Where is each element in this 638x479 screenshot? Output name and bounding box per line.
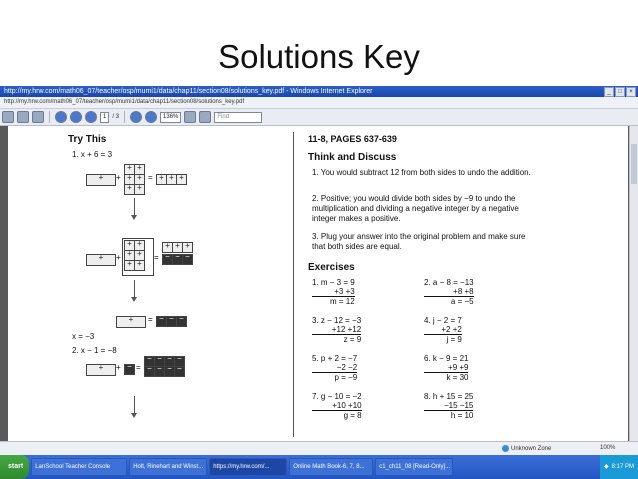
save-icon[interactable] [2,111,14,123]
taskbar-item-active[interactable]: https://my.hrw.com/... [209,458,287,476]
try-this-heading: Try This [68,134,107,145]
tray-icon[interactable]: ◆ [604,464,609,470]
down-arrow-icon [134,396,135,414]
column-divider [293,132,294,437]
down-arrow-icon [134,198,135,216]
x-tile [116,316,146,328]
zoom-select[interactable]: 136% [160,112,181,123]
unit-tile [134,184,145,195]
clock: 8:17 PM [611,464,634,470]
exercise-line: 5. p + 2 = −7 [312,354,358,363]
negative-tile [174,366,185,377]
status-zoom[interactable]: 100% [600,445,616,451]
zoom-in-icon[interactable] [145,111,157,123]
problem-2: 2. x − 1 = −8 [72,346,117,355]
fit-width-icon[interactable] [199,111,211,123]
exercise-1 [312,278,355,306]
plus-sign: + [116,173,121,182]
exercise-7 [312,392,362,420]
exercise-line: 3. z − 12 = −3 [312,316,362,325]
exercise-line: m = 12 [330,297,355,306]
taskbar-item[interactable]: Online Math Book-6, 7, 8... [289,458,373,476]
print-icon[interactable] [17,111,29,123]
close-button[interactable]: × [626,87,636,97]
toolbar-divider [49,111,50,123]
exercise-line: 6. k − 9 = 21 [424,354,469,363]
exercise-line: −15 −15 [424,401,473,411]
page-total: / 3 [112,114,120,120]
exercise-line: +12 +12 [312,325,361,335]
exercise-line: 4. j − 2 = 7 [424,316,462,325]
problem-1: 1. x + 6 = 3 [72,150,113,159]
slide-title: Solutions Key [218,38,420,75]
windows-taskbar [0,455,638,479]
next-page-icon[interactable] [85,111,97,123]
equals-sign: = [148,315,153,324]
unit-tile [176,174,187,185]
answer-1: 1. You would subtract 12 from both sides to undo the addition. [312,168,531,177]
exercise-line: z = 9 [343,335,362,344]
taskbar-item[interactable]: c1_ch11_08 [Read-Only]... [375,458,453,476]
window-titlebar [0,86,638,97]
exercise-line: 7. g − 10 = −2 [312,392,362,401]
equals-sign: = [136,363,141,372]
answer-2: 2. Positive; you would divide both sides by −9 to undo the multiplication and dividing a negative integer by a negative integer makes a positive. [312,194,519,223]
unit-tile [134,260,145,271]
search-icon[interactable] [55,111,67,123]
exercise-2 [424,278,474,306]
plus-sign: + [116,363,121,372]
exercise-4 [424,316,462,344]
exercise-line: 2. a − 8 = −13 [424,278,474,287]
exercise-line: g = 8 [343,411,362,420]
page-number-input[interactable]: 1 [100,112,109,123]
exercise-line: j = 9 [446,335,462,344]
exercise-line: +9 +9 [424,363,468,373]
down-arrow-icon [134,280,135,298]
minimize-button[interactable]: _ [604,87,614,97]
answer-3: 3. Plug your answer into the original problem and make sure that both sides are equal. [312,232,526,251]
exercise-line: −2 −2 [312,363,357,373]
scroll-thumb[interactable] [631,144,637,184]
email-icon[interactable] [32,111,44,123]
system-tray [600,455,638,479]
pdf-toolbar [0,109,638,126]
start-button[interactable]: start [0,455,29,479]
zoom-out-icon[interactable] [130,111,142,123]
exercise-line: 1. m − 3 = 9 [312,278,355,287]
exercise-line: +2 +2 [424,325,462,335]
exercise-line: k = 30 [446,373,469,382]
exercises-heading: Exercises [308,262,355,273]
think-discuss-heading: Think and Discuss [308,152,397,163]
exercise-line: h = 10 [450,411,474,420]
exercise-line: a = −5 [450,297,474,306]
address-bar[interactable] [0,97,638,109]
prev-page-icon[interactable] [70,111,82,123]
exercise-line: +8 +8 [424,287,474,297]
exercise-8 [424,392,473,420]
zone-label: Unknown Zone [511,446,552,453]
exercise-line: +10 +10 [312,401,362,411]
fit-page-icon[interactable] [184,111,196,123]
x-tile [86,174,116,186]
x-tile [86,364,116,376]
equals-sign: = [154,253,159,262]
solution-1: x = −3 [72,332,95,341]
negative-tile [176,316,187,327]
equals-sign: = [148,173,153,182]
vertical-scrollbar[interactable] [629,126,638,441]
toolbar-divider [124,111,125,123]
document-viewport[interactable] [0,126,630,441]
status-bar [0,441,638,456]
globe-icon [502,445,509,452]
window-title: http://my.hrw.com/math06_07/teacher/osp/mumi1/data/chap11/section08/solutions_key.pdf - Windows Internet Explorer [4,88,373,95]
negative-tile [182,254,193,265]
exercise-line: p = −9 [334,373,358,382]
taskbar-item[interactable]: Holt, Rinehart and Winst... [129,458,207,476]
exercise-6 [424,354,468,382]
address-text: http://my.hrw.com/math06_07/teacher/osp/mumi1/data/chap11/section08/solutions_key.pdf [4,99,245,105]
browser-screenshot [0,86,638,479]
plus-sign: + [116,253,121,262]
find-input[interactable]: Find [214,112,262,123]
exercise-5 [312,354,357,382]
section-heading: 11-8, PAGES 637-639 [308,134,397,144]
exercise-line: +3 +3 [312,287,355,297]
taskbar-item[interactable]: LanSchool Teacher Console [31,458,127,476]
security-zone [502,445,551,452]
x-tile [86,254,116,266]
pdf-page [8,126,628,441]
maximize-button[interactable]: □ [615,87,625,97]
exercise-line: 8. h + 15 = 25 [424,392,474,401]
negative-tile [124,364,135,375]
exercise-3 [312,316,361,344]
